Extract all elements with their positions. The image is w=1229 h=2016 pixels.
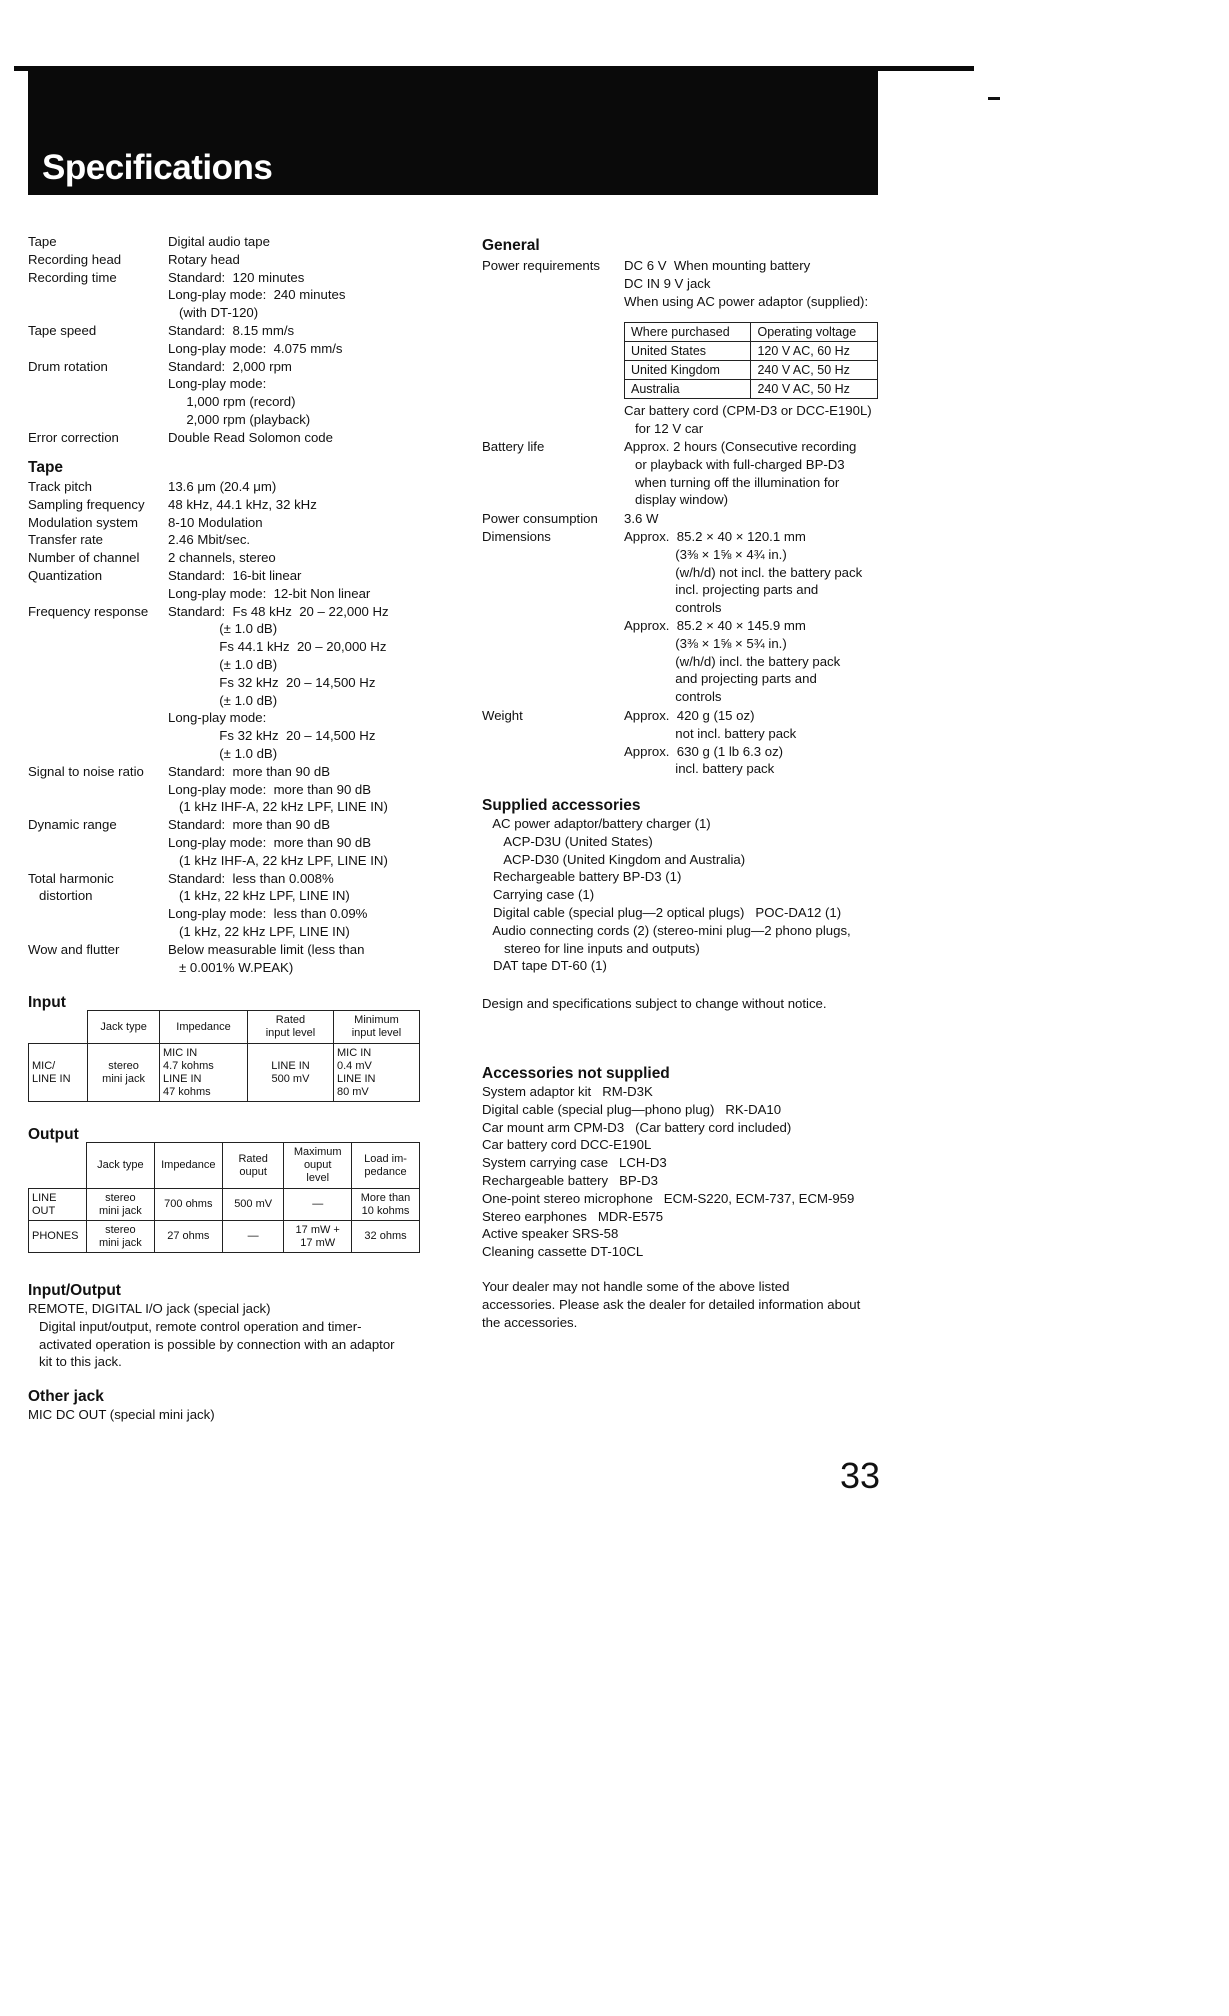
spec-value: (± 1.0 dB) <box>168 657 278 672</box>
power-line: When using AC power adaptor (supplied): <box>624 293 869 309</box>
output-row: LINE OUT stereo mini jack 700 ohms 500 mV — More than 10 kohms <box>29 1189 420 1221</box>
spec-value: Standard: 120 minutes <box>168 269 305 285</box>
io-line: REMOTE, DIGITAL I/O jack (special jack) <box>28 1301 271 1316</box>
spec-value: 1,000 rpm (record) <box>168 394 296 410</box>
dimensions-line: (w/h/d) not incl. the battery pack <box>624 564 863 580</box>
input-row-name: MIC/ LINE IN <box>29 1044 88 1102</box>
input-table <box>28 1010 420 1102</box>
spec-value: Long-play mode: <box>168 710 267 726</box>
battery-line: when turning off the illumination for <box>624 474 840 490</box>
spec-label: Total harmonic <box>28 870 114 886</box>
page-title: Specifications <box>42 148 273 187</box>
spec-value: (± 1.0 dB) <box>168 692 278 708</box>
car-cord-line: Car battery cord (CPM-D3 or DCC-E190L) <box>624 403 872 418</box>
spec-value: ± 0.001% W.PEAK) <box>168 959 294 975</box>
spec-value: Fs 32 kHz 20 – 14,500 Hz <box>168 674 376 690</box>
weight-line: Approx. 630 g (1 lb 6.3 oz) <box>624 743 784 759</box>
dealer-line: the accessories. <box>482 1314 578 1330</box>
output-header-rated: Rated ouput <box>222 1143 283 1189</box>
output-header-load: Load im- pedance <box>352 1143 420 1189</box>
voltage-table <box>624 322 878 399</box>
io-line: Digital input/output, remote control operation and timer- <box>28 1318 362 1334</box>
not-supplied-item: Digital cable (special plug—phono plug) RK-DA10 <box>482 1101 782 1117</box>
not-supplied-item: Cleaning cassette DT-10CL <box>482 1244 644 1260</box>
spec-value: Long-play mode: 4.075 mm/s <box>168 340 343 356</box>
spec-value: Long-play mode: more than 90 dB <box>168 835 372 850</box>
battery-line: or playback with full-charged BP-D3 <box>624 456 845 472</box>
spec-value: Standard: more than 90 dB <box>168 763 331 779</box>
supplied-item: Audio connecting cords (2) (stereo-mini plug—2 phono plugs, <box>482 922 851 938</box>
not-supplied-item: One-point stereo microphone ECM-S220, ECM-737, ECM-959 <box>482 1190 855 1206</box>
spec-label: Wow and flutter <box>28 941 120 957</box>
io-line: kit to this jack. <box>28 1354 122 1370</box>
spec-label: Signal to noise ratio <box>28 763 144 779</box>
dimensions-line: incl. projecting parts and <box>624 582 819 598</box>
battery-line: Approx. 2 hours (Consecutive recording <box>624 439 857 454</box>
spec-value: Double Read Solomon code <box>168 429 333 445</box>
spec-value: Long-play mode: 240 minutes <box>168 287 346 303</box>
spec-label: Drum rotation <box>28 358 108 374</box>
spec-value: (1 kHz, 22 kHz LPF, LINE IN) <box>168 888 350 904</box>
spec-value: Standard: 2,000 rpm <box>168 358 292 374</box>
other-jack-heading: Other jack <box>28 1388 104 1405</box>
input-row-minimum: MIC IN 0.4 mV LINE IN 80 mV <box>333 1044 419 1102</box>
dimensions-line: controls <box>624 600 722 616</box>
supplied-item: DAT tape DT-60 (1) <box>482 958 607 974</box>
weight-label: Weight <box>482 708 523 723</box>
spec-value: Fs 32 kHz 20 – 14,500 Hz <box>168 728 376 744</box>
tape-heading: Tape <box>28 459 64 476</box>
spec-value: Long-play mode: <box>168 376 267 392</box>
output-header-maximum: Maximum ouput level <box>284 1143 352 1189</box>
spec-value: Long-play mode: more than 90 dB <box>168 781 372 797</box>
weight-line: incl. battery pack <box>624 761 775 777</box>
spec-label: Transfer rate <box>28 532 103 548</box>
input-header-impedance: Impedance <box>159 1011 247 1044</box>
spec-value: Standard: less than 0.008% <box>168 870 334 886</box>
supplied-item: AC power adaptor/battery charger (1) <box>482 816 711 831</box>
not-supplied-item: System adaptor kit RM-D3K <box>482 1084 653 1099</box>
spec-value: 13.6 μm (20.4 μm) <box>168 479 277 494</box>
spec-label: Error correction <box>28 429 119 445</box>
voltage-row: United States 120 V AC, 60 Hz <box>625 342 878 361</box>
not-supplied-item: Car battery cord DCC-E190L <box>482 1137 652 1153</box>
input-row-impedance: MIC IN 4.7 kohms LINE IN 47 kohms <box>159 1044 247 1102</box>
power-line: DC 6 V When mounting battery <box>624 258 811 273</box>
dealer-line: accessories. Please ask the dealer for detailed information about <box>482 1296 861 1312</box>
spec-value: (1 kHz, 22 kHz LPF, LINE IN) <box>168 924 350 939</box>
supplied-item: ACP-D30 (United Kingdom and Australia) <box>482 851 746 867</box>
output-heading: Output <box>28 1126 79 1143</box>
not-supplied-item: System carrying case LCH-D3 <box>482 1155 667 1171</box>
dimensions-line: (3⅜ × 1⅝ × 4¾ in.) <box>624 546 787 562</box>
spec-label: Modulation system <box>28 514 138 530</box>
input-header-minimum: Minimum input level <box>333 1011 419 1044</box>
not-supplied-item: Rechargeable battery BP-D3 <box>482 1173 658 1188</box>
input-heading: Input <box>28 994 66 1011</box>
spec-value: Rotary head <box>168 251 240 267</box>
voltage-header-row <box>625 323 878 342</box>
power-line: DC IN 9 V jack <box>624 275 711 291</box>
dimensions-line: Approx. 85.2 × 40 × 145.9 mm <box>624 618 806 633</box>
spec-label: Tape <box>28 234 57 249</box>
supplied-item: stereo for line inputs and outputs) <box>482 940 700 956</box>
voltage-row: Australia 240 V AC, 50 Hz <box>625 380 878 399</box>
general-heading: General <box>482 237 540 254</box>
spec-label: Sampling frequency <box>28 496 145 512</box>
spec-value: (1 kHz IHF-A, 22 kHz LPF, LINE IN) <box>168 799 388 815</box>
not-supplied-item: Stereo earphones MDR-E575 <box>482 1208 664 1224</box>
supplied-heading: Supplied accessories <box>482 797 641 814</box>
battery-label: Battery life <box>482 439 545 454</box>
power-label: Power requirements <box>482 258 601 273</box>
output-table <box>28 1142 420 1253</box>
battery-line: display window) <box>624 492 729 508</box>
car-cord-line: for 12 V car <box>624 420 704 436</box>
consumption-value: 3.6 W <box>624 511 659 526</box>
dimensions-line: (3⅜ × 1⅝ × 5¾ in.) <box>624 635 787 651</box>
other-jack-line: MIC DC OUT (special mini jack) <box>28 1407 215 1422</box>
spec-value: (1 kHz IHF-A, 22 kHz LPF, LINE IN) <box>168 852 388 868</box>
spec-value: Fs 44.1 kHz 20 – 20,000 Hz <box>168 639 387 655</box>
io-line: activated operation is possible by connection with an adaptor <box>28 1336 395 1352</box>
supplied-item: Rechargeable battery BP-D3 (1) <box>482 869 682 885</box>
dealer-line: Your dealer may not handle some of the above listed <box>482 1279 790 1294</box>
spec-value: Standard: 8.15 mm/s <box>168 323 295 338</box>
spec-label: Number of channel <box>28 550 140 566</box>
not-supplied-item: Car mount arm CPM-D3 (Car battery cord included) <box>482 1119 792 1135</box>
spec-label: distortion <box>28 888 93 904</box>
dimensions-label: Dimensions <box>482 529 551 544</box>
not-supplied-item: Active speaker SRS-58 <box>482 1226 619 1242</box>
spec-value: (± 1.0 dB) <box>168 621 278 637</box>
supplied-item: ACP-D3U (United States) <box>482 833 653 849</box>
spec-value: Digital audio tape <box>168 234 270 249</box>
spec-value: 2.46 Mbit/sec. <box>168 532 251 548</box>
spec-value: (with DT-120) <box>168 305 259 321</box>
io-heading: Input/Output <box>28 1282 121 1299</box>
not-supplied-heading: Accessories not supplied <box>482 1065 670 1082</box>
weight-line: Approx. 420 g (15 oz) <box>624 708 755 723</box>
spec-value: 8-10 Modulation <box>168 514 263 530</box>
page-number: 33 <box>840 1455 881 1496</box>
spec-value: Standard: 16-bit linear <box>168 568 302 583</box>
voltage-row: United Kingdom 240 V AC, 50 Hz <box>625 361 878 380</box>
spec-label: Tape speed <box>28 323 97 338</box>
dimensions-line: controls <box>624 689 722 705</box>
spec-label: Recording head <box>28 251 122 267</box>
input-header-jack: Jack type <box>88 1011 160 1044</box>
spec-value: 2,000 rpm (playback) <box>168 412 311 427</box>
dimensions-line: (w/h/d) incl. the battery pack <box>624 653 841 669</box>
output-row: PHONES stereo mini jack 27 ohms — 17 mW + 17 mW 32 ohms <box>29 1221 420 1253</box>
input-row-rated: LINE IN 500 mV <box>247 1044 333 1102</box>
input-header-rated: Rated input level <box>247 1011 333 1044</box>
dimensions-line: and projecting parts and <box>624 671 817 687</box>
spec-label: Dynamic range <box>28 817 117 833</box>
spec-value: Standard: more than 90 dB <box>168 817 331 833</box>
change-notice: Design and specifications subject to change without notice. <box>482 996 827 1011</box>
spec-value: (± 1.0 dB) <box>168 746 278 761</box>
spec-value: Long-play mode: less than 0.09% <box>168 906 368 922</box>
input-row-jack: stereo mini jack <box>88 1044 160 1102</box>
spec-label: Quantization <box>28 568 103 583</box>
output-header-jack: Jack type <box>87 1143 155 1189</box>
supplied-item: Carrying case (1) <box>482 887 595 903</box>
spec-label: Recording time <box>28 269 117 285</box>
spec-label: Frequency response <box>28 603 149 619</box>
spec-label: Track pitch <box>28 479 92 494</box>
spec-value: Standard: Fs 48 kHz 20 – 22,000 Hz <box>168 603 389 619</box>
voltage-header-voltage: Operating voltage <box>751 323 878 342</box>
consumption-label: Power consumption <box>482 511 598 526</box>
weight-line: not incl. battery pack <box>624 725 797 741</box>
spec-value: Long-play mode: 12-bit Non linear <box>168 585 371 601</box>
voltage-header-where: Where purchased <box>625 323 751 342</box>
spec-value: 2 channels, stereo <box>168 550 276 566</box>
supplied-item: Digital cable (special plug—2 optical plugs) POC-DA12 (1) <box>482 905 842 920</box>
spec-value: 48 kHz, 44.1 kHz, 32 kHz <box>168 496 317 512</box>
output-header-impedance: Impedance <box>154 1143 222 1189</box>
margin-mark <box>988 97 1000 100</box>
dimensions-line: Approx. 85.2 × 40 × 120.1 mm <box>624 529 806 544</box>
spec-value: Below measurable limit (less than <box>168 941 365 957</box>
